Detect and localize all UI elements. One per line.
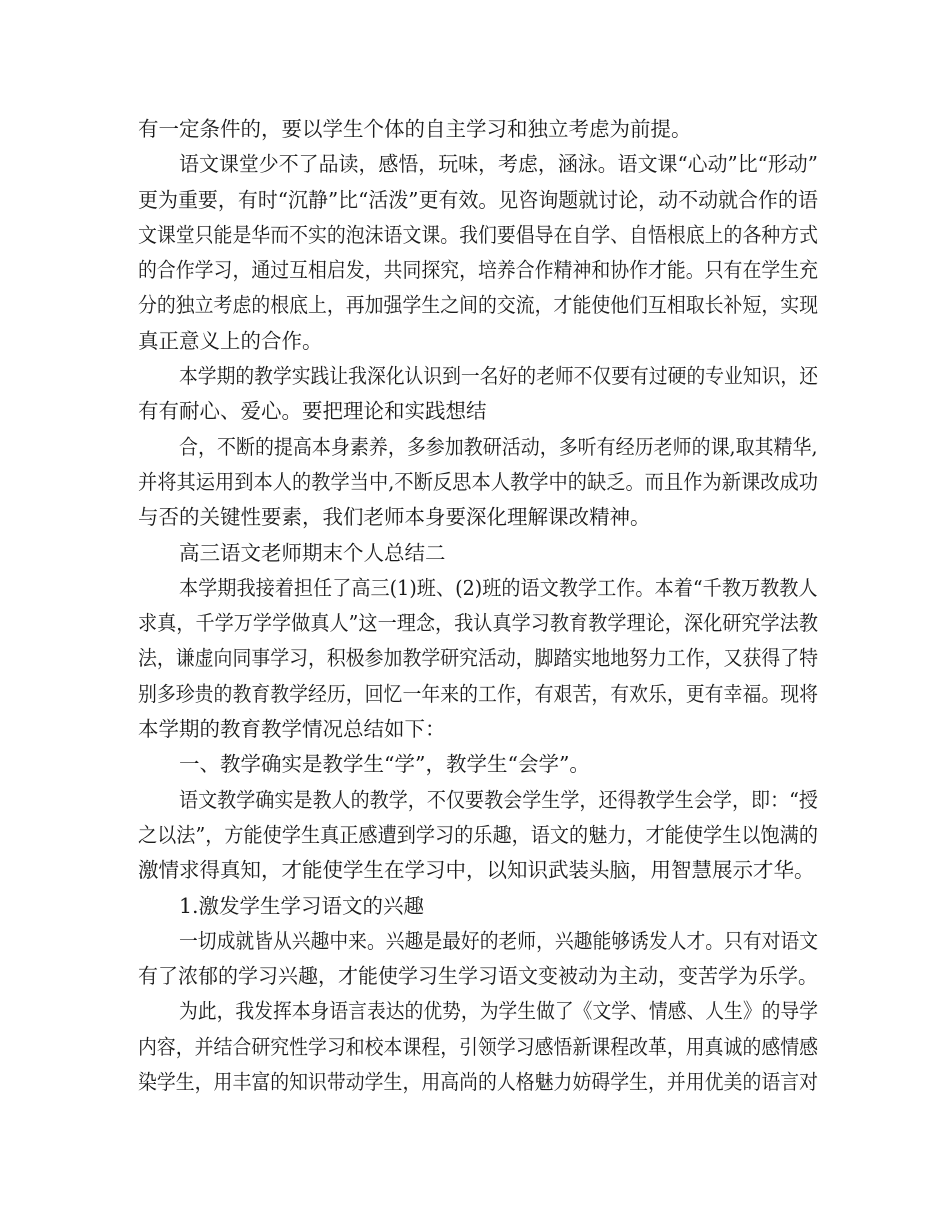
text-line: 真正意义上的合作。 [138,328,323,353]
text-line: 内容，并结合研究性学习和校本课程，引领学习感悟新课程改革，用真诚的感情感 [138,1034,818,1059]
text-line: 别多珍贵的教育教学经历，回忆一年来的工作，有艰苦，有欢乐，更有幸福。现将 [138,681,818,706]
text-line: 语文教学确实是教人的教学，不仅要教会学生学，还得教学生会学，即：“授 [179,787,818,812]
text-line: 本学期我接着担任了高三(1)班、(2)班的语文教学工作。本着“千教万教教人 [179,575,818,600]
text-line: 的合作学习，通过互相启发，共同探究，培养合作精神和协作才能。只有在学生充 [138,258,818,283]
text-line: 合，不断的提高本身素养，多参加教研活动，多听有经历老师的课,取其精华, [179,434,818,459]
text-line: 高三语文老师期末个人总结二 [179,540,446,565]
text-line: 更为重要，有时“沉静”比“活泼”更有效。见咨询题就讨论，动不动就合作的语 [138,187,818,212]
text-line: 语文课堂少不了品读，感悟，玩味，考虑，涵泳。语文课“心动”比“形动” [179,152,818,177]
text-line: 一切成就皆从兴趣中来。兴趣是最好的老师，兴趣能够诱发人才。只有对语文 [179,928,818,953]
text-line: 一、教学确实是教学生“学”，教学生“会学”。 [179,752,590,777]
text-line: 与否的关键性要素，我们老师本身要深化理解课改精神。 [138,505,651,530]
text-line: 本学期的教学实践让我深化认识到一名好的老师不仅要有过硬的专业知识，还 [179,364,818,389]
text-line: 有了浓郁的学习兴趣，才能使学习生学习语文变被动为主动，变苦学为乐学。 [138,964,818,989]
text-line: 染学生，用丰富的知识带动学生，用高尚的人格魅力妨碍学生，并用优美的语言对 [138,1070,818,1095]
text-line: 有有耐心、爱心。要把理论和实践想结 [138,399,487,424]
text-line: 激情求得真知，才能使学生在学习中，以知识武装头脑，用智慧展示才华。 [138,858,815,883]
text-line: 法，谦虚向同事学习，积极参加教学研究活动，脚踏实地地努力工作，又获得了特 [138,646,818,671]
text-line: 并将其运用到本人的教学当中,不断反思本人教学中的缺乏。而且作为新课改成功 [138,469,818,494]
text-line: 之以法”，方能使学生真正感遭到学习的乐趣，语文的魅力，才能使学生以饱满的 [138,822,818,847]
text-line: 本学期的教育教学情况总结如下： [138,717,446,742]
text-line: 分的独立考虑的根底上，再加强学生之间的交流，才能使他们互相取长补短，实现 [138,293,818,318]
text-line: 1.激发学生学习语文的兴趣 [179,893,425,918]
text-line: 有一定条件的，要以学生个体的自主学习和独立考虑为前提。 [138,117,692,141]
document-body [138,112,818,1100]
text-line: 文课堂只能是华而不实的泡沫语文课。我们要倡导在自学、自悟根底上的各种方式 [138,222,818,247]
text-line: 为此，我发挥本身语言表达的优势，为学生做了《文学、情感、人生》的导学 [179,999,818,1024]
text-line: 求真，千学万学学做真人”这一理念，我认真学习教育教学理论，深化研究学法教 [138,611,818,636]
